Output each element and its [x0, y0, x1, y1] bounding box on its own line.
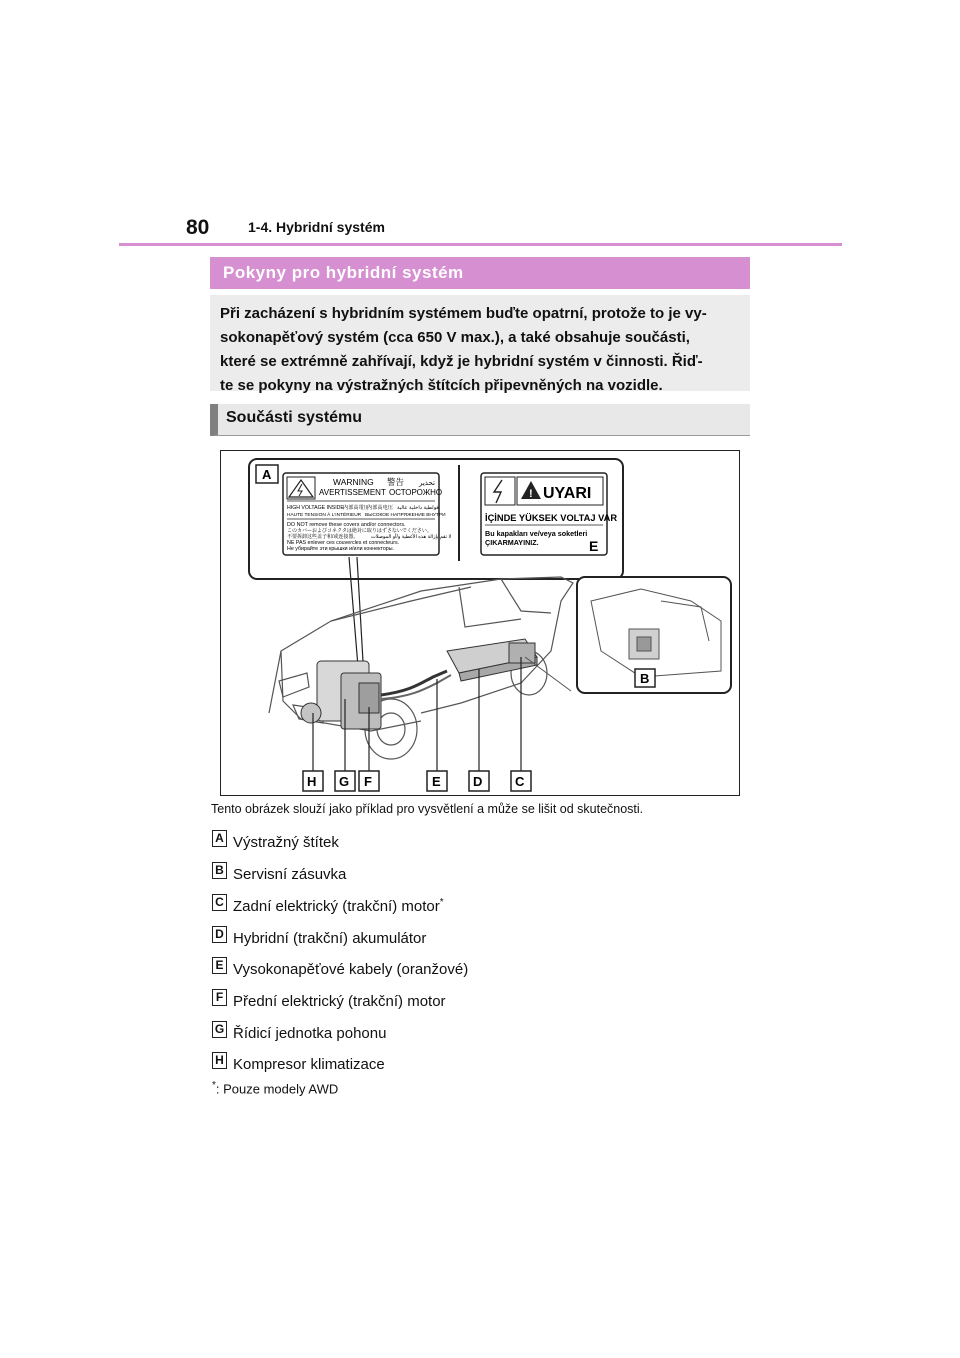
figure-caption: Tento obrázek slouží jako příklad pro vysvětlení a může se lišit od skutečnosti. — [211, 802, 644, 816]
vehicle-outline — [269, 577, 573, 759]
sticker-fr-hv: HAUTE TENSION À L'INTÉRIEUR — [287, 513, 362, 518]
sticker-line-ru: Не убирайте эти крышки и/или коннекторы. — [287, 546, 395, 552]
sticker-avertissement: AVERTISSEMENT — [319, 488, 386, 497]
legend-mark: * — [439, 897, 444, 908]
sticker-cn-hv: 内部高电压 — [367, 505, 393, 511]
label-h: H — [307, 774, 317, 789]
legend-text: Vysokonapěťové kabely (oranžové) — [233, 961, 469, 978]
sticker-jp-hv: 内部高電圧 — [343, 505, 369, 511]
legend-badge: A — [212, 830, 227, 847]
header-rule — [119, 243, 842, 246]
sticker-warning: WARNING — [333, 477, 374, 487]
intro-line: sokonapěťový systém (cca 650 V max.), a také obsahuje součásti, — [220, 329, 690, 346]
sticker-arabic-hv: فولطية داخلية عالية — [397, 505, 439, 511]
footnote-mark: * — [212, 1080, 216, 1091]
sticker-tr-line1: İÇİNDE YÜKSEK VOLTAJ VAR — [485, 513, 618, 523]
sticker-line-ar: لا تقم بإزالة هذه الأغطية و/أو الموصلات — [371, 534, 452, 540]
label-g: G — [339, 774, 350, 789]
legend-badge: D — [212, 926, 227, 943]
hv-warning-icon-box — [485, 477, 515, 505]
footnote-text: : Pouze modely AWD — [215, 1081, 339, 1097]
sticker-line-en: DO NOT remove these covers and/or connectors. — [287, 522, 406, 528]
legend-badge: G — [212, 1021, 227, 1038]
label-e-inset: E — [589, 538, 599, 554]
intro-box — [210, 295, 750, 394]
label-b: B — [640, 671, 650, 686]
exclamation-icon: ! — [529, 488, 533, 500]
vehicle-illustration — [221, 451, 739, 795]
system-figure — [220, 450, 740, 796]
label-d: D — [473, 774, 483, 789]
leader-line — [525, 657, 571, 691]
legend-text: Přední elektrický (trakční) motor — [233, 993, 446, 1010]
label-f: F — [364, 774, 372, 789]
sticker-uyari: UYARI — [543, 485, 592, 502]
page-number: 80 — [186, 216, 210, 239]
sticker-line-jp: このカバーおよびコネクタは絶対に取りはずさないでください。 — [287, 528, 432, 534]
legend-badge: E — [212, 957, 227, 974]
sticker-tr-line2: Bu kapakları ve/veya soketleri — [485, 529, 588, 538]
sticker-line-cn: 不要拆卸这些盖子和/或连接器。 — [287, 534, 359, 540]
sticker-line-fr: NE PAS enlever ces couvercles et connecteurs. — [287, 540, 400, 546]
legend-text: Výstražný štítek — [233, 834, 339, 851]
page-title: Pokyny pro hybridní systém — [210, 257, 750, 289]
legend-badge: B — [212, 862, 227, 879]
sticker-cn-warning: 警告 — [387, 477, 405, 487]
label-c: C — [515, 774, 525, 789]
legend-text: Zadní elektrický (trakční) motor — [233, 898, 440, 915]
subheading: Součásti systému — [210, 404, 750, 436]
legend-text: Řídicí jednotka pohonu — [233, 1025, 387, 1042]
label-a: A — [262, 467, 272, 482]
legend-text: Kompresor klimatizace — [233, 1056, 385, 1073]
intro-line: Při zacházení s hybridním systémem buďte opatrní, protože to je vy- — [220, 305, 707, 322]
sticker-arabic-warning: تحذير — [419, 480, 435, 487]
footnote — [212, 1080, 338, 1096]
legend-badge: C — [212, 894, 227, 911]
intro-line: které se extrémně zahřívají, když je hybridní systém v činnosti. Řiď- — [220, 353, 703, 370]
label-e: E — [432, 774, 441, 789]
legend-text: Hybridní (trakční) akumulátor — [233, 930, 427, 947]
legend-badge: F — [212, 989, 227, 1006]
sticker-ru-hv: ВЫСОКОЕ НАПРЯЖЕНИЕ ВНУТРИ — [365, 513, 446, 518]
sticker-hv-inside: HIGH VOLTAGE INSIDE — [287, 505, 344, 511]
bottom-labels — [303, 771, 531, 791]
legend-text: Servisní zásuvka — [233, 866, 347, 883]
hybrid-battery — [447, 639, 537, 681]
intro-line: te se pokyny na výstražných štítcích připevněných na vozidle. — [220, 377, 663, 394]
legend-badge: H — [212, 1052, 227, 1069]
sticker-tr-line3: ÇIKARMAYINIZ. — [485, 538, 539, 547]
section-heading: 1-4. Hybridní systém — [248, 219, 385, 235]
sticker-ru-warning: ОСТОРОЖНО — [389, 488, 443, 497]
